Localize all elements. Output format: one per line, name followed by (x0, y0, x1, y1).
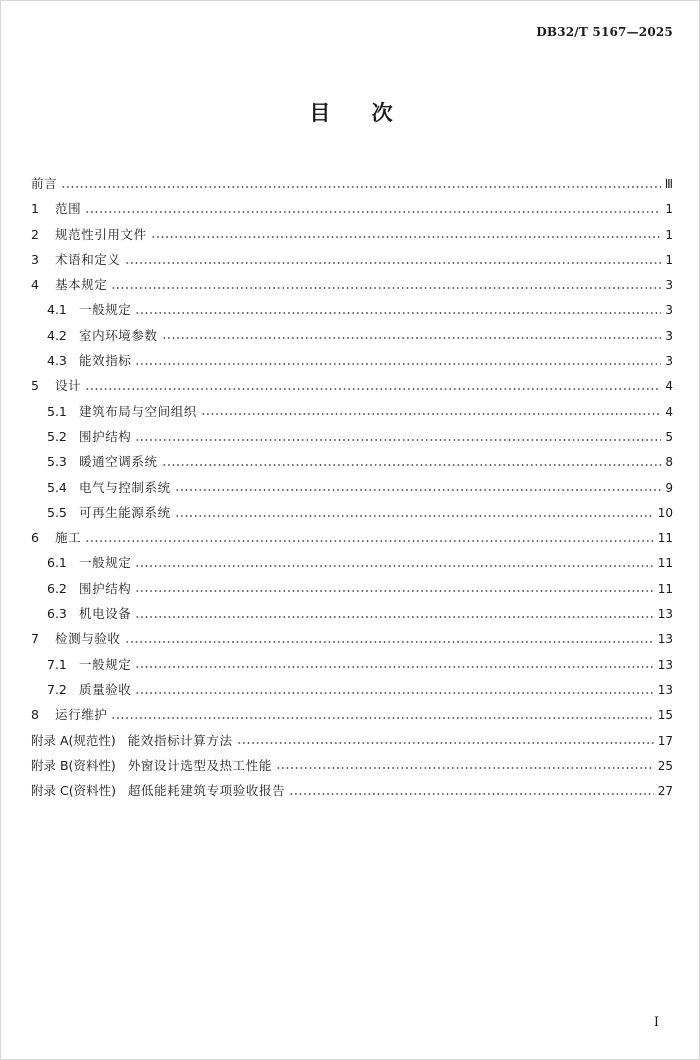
toc-entry-label: 一般规定 (79, 302, 132, 318)
toc-entry-page: 13 (657, 632, 673, 647)
toc-entry-label: 外窗设计选型及热工性能 (127, 757, 272, 773)
toc-entry[interactable] (31, 323, 673, 348)
toc-entry-page: 25 (657, 758, 673, 773)
toc-entry-page: 9 (665, 480, 673, 495)
toc-entry-label: 规范性引用文件 (55, 226, 147, 242)
toc-entry[interactable] (31, 449, 673, 474)
toc-entry-number: 5.3 (47, 454, 67, 470)
toc-entry-label: 范围 (55, 201, 82, 217)
toc-entry-page: 15 (657, 708, 673, 723)
toc-entry[interactable] (31, 626, 673, 651)
dot-leader (175, 515, 654, 517)
toc-entry-page: 4 (665, 379, 673, 394)
toc-entry[interactable] (31, 677, 673, 702)
toc-entry-label: 电气与控制系统 (79, 479, 171, 495)
toc-entry-number: 7.2 (47, 681, 67, 697)
toc-entry-page: 11 (657, 531, 673, 546)
toc-entry-number: 4.2 (47, 327, 67, 343)
toc-entry-page: 1 (665, 227, 673, 242)
dot-leader (135, 590, 653, 592)
toc-entry-page: 13 (657, 607, 673, 622)
toc-entry-number: 5.2 (47, 428, 67, 444)
toc-entry-page: 13 (657, 657, 673, 672)
toc-entry-label: 围护结构 (79, 428, 132, 444)
toc-entry-label: 可再生能源系统 (79, 504, 171, 520)
dot-leader (151, 236, 662, 238)
toc-entry-page: 1 (665, 202, 673, 217)
page-number: I (653, 1015, 659, 1030)
toc-entry[interactable] (31, 475, 673, 500)
toc-entry-number: 4.3 (47, 353, 67, 369)
dot-leader (237, 742, 654, 744)
dot-leader (85, 388, 661, 390)
toc-entry-number: 6.3 (47, 606, 67, 622)
toc-entry[interactable] (31, 272, 673, 297)
toc-entry-number: 7 (31, 631, 39, 647)
toc-entry[interactable] (31, 525, 673, 550)
dot-leader (135, 363, 661, 365)
toc-entry-number: 附录 A(规范性) (31, 732, 116, 748)
toc-entry[interactable] (31, 576, 673, 601)
dot-leader (289, 793, 654, 795)
toc-entry-number: 2 (31, 226, 39, 242)
dot-leader (85, 211, 661, 213)
dot-leader (201, 413, 661, 415)
toc-entry-page: 3 (665, 303, 673, 318)
toc-entry-number: 8 (31, 707, 39, 723)
toc-entry[interactable] (31, 424, 673, 449)
toc-entry[interactable] (31, 550, 673, 575)
toc-entry[interactable] (31, 171, 673, 196)
dot-leader (135, 439, 661, 441)
toc-entry[interactable] (31, 222, 673, 247)
toc-entry[interactable] (31, 196, 673, 221)
toc-entry-label: 室内环境参数 (79, 327, 158, 343)
toc-entry-label: 能效指标计算方法 (127, 732, 233, 748)
dot-leader (135, 565, 653, 567)
toc-entry-label: 暖通空调系统 (79, 454, 158, 470)
document-code: DB32/T 5167—2025 (536, 25, 673, 39)
toc-entry-number: 5.5 (47, 504, 67, 520)
toc-entry[interactable] (31, 728, 673, 753)
toc-entry[interactable] (31, 702, 673, 727)
dot-leader (135, 616, 653, 618)
dot-leader (111, 287, 661, 289)
dot-leader (162, 337, 662, 339)
dot-leader (162, 464, 662, 466)
page-title: 目 次 (309, 101, 393, 125)
dot-leader (135, 666, 653, 668)
toc-entry-page: 10 (657, 505, 673, 520)
toc-entry-number: 3 (31, 251, 39, 267)
toc-entry-number: 5.1 (47, 403, 67, 419)
toc-entry-page: 4 (665, 404, 673, 419)
toc-entry-number: 1 (31, 201, 39, 217)
dot-leader (85, 540, 654, 542)
toc-entry-label: 术语和定义 (55, 251, 121, 267)
toc-entry[interactable] (31, 373, 673, 398)
toc-entry[interactable] (31, 297, 673, 322)
dot-leader (135, 312, 661, 314)
toc-entry-label: 围护结构 (79, 580, 132, 596)
toc-entry-label: 质量验收 (79, 681, 132, 697)
toc-entry-page: 11 (657, 581, 673, 596)
toc-entry[interactable] (31, 247, 673, 272)
dot-leader (111, 717, 653, 719)
dot-leader (61, 186, 661, 188)
dot-leader (276, 767, 654, 769)
toc-entry-page: 3 (665, 354, 673, 369)
dot-leader (125, 641, 654, 643)
toc-entry-label: 机电设备 (79, 606, 132, 622)
toc-entry-label: 前言 (31, 176, 58, 191)
toc-entry-label: 一般规定 (79, 555, 132, 571)
toc-entry-number: 6.1 (47, 555, 67, 571)
toc-entry-label: 一般规定 (79, 656, 132, 672)
toc-entry-page: Ⅲ (664, 177, 673, 191)
toc-entry-number: 7.1 (47, 656, 67, 672)
toc-entry-page: 11 (657, 556, 673, 571)
toc-entry-number: 6 (31, 530, 39, 546)
toc-entry-number: 5.4 (47, 479, 67, 495)
toc-entry[interactable] (31, 753, 673, 778)
toc-entry-label: 能效指标 (79, 353, 132, 369)
toc-entry-number: 4.1 (47, 302, 67, 318)
toc-entry-label: 基本规定 (55, 277, 108, 293)
table-of-contents (31, 171, 673, 803)
toc-entry-page: 8 (665, 455, 673, 470)
toc-entry-page: 3 (665, 278, 673, 293)
toc-entry-page: 27 (657, 784, 673, 799)
toc-entry-label: 运行维护 (55, 707, 108, 723)
toc-entry-page: 5 (665, 429, 673, 444)
toc-entry[interactable] (31, 601, 673, 626)
toc-entry-page: 1 (665, 252, 673, 267)
toc-entry[interactable] (31, 778, 673, 803)
toc-entry[interactable] (31, 500, 673, 525)
toc-entry[interactable] (31, 652, 673, 677)
toc-entry-number: 附录 C(资料性) (31, 783, 116, 799)
toc-entry-page: 13 (657, 682, 673, 697)
toc-entry[interactable] (31, 348, 673, 373)
toc-entry[interactable] (31, 399, 673, 424)
toc-entry-number: 4 (31, 277, 39, 293)
toc-entry-number: 附录 B(资料性) (31, 757, 116, 773)
toc-entry-number: 5 (31, 378, 39, 394)
toc-entry-label: 超低能耗建筑专项验收报告 (127, 783, 286, 799)
dot-leader (175, 489, 662, 491)
toc-entry-label: 设计 (55, 378, 82, 394)
toc-entry-label: 检测与验收 (55, 631, 121, 647)
dot-leader (135, 692, 653, 694)
dot-leader (125, 262, 662, 264)
toc-entry-number: 6.2 (47, 580, 67, 596)
toc-entry-page: 3 (665, 328, 673, 343)
toc-entry-page: 17 (657, 733, 673, 748)
toc-entry-label: 施工 (55, 530, 82, 546)
toc-entry-label: 建筑布局与空间组织 (79, 403, 197, 419)
